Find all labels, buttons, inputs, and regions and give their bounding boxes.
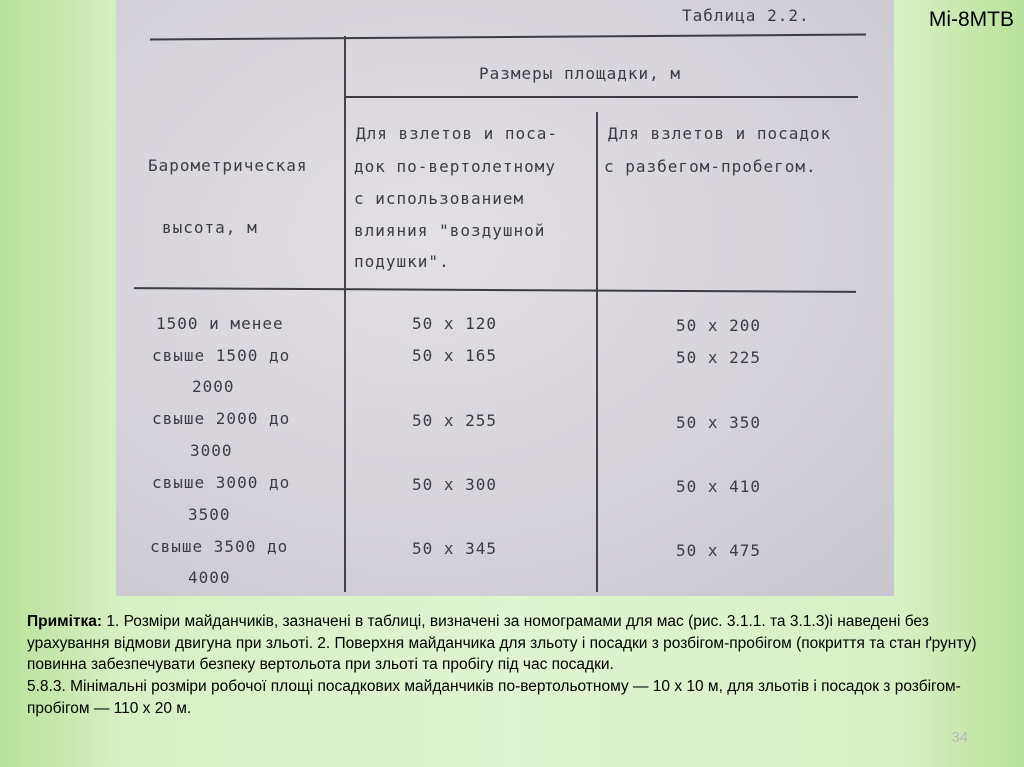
row-3-col2: 50 x 350 (676, 413, 762, 432)
row-5-col2: 50 x 475 (676, 541, 762, 560)
col1-header-line-3: с использованием (354, 189, 525, 208)
row-1-col1: 50 x 120 (412, 314, 498, 333)
table-photo (116, 0, 894, 596)
row-2-altitude-cont: 2000 (192, 377, 235, 396)
col2-header-line-1: Для взлетов и посадок (608, 124, 832, 143)
row-3-altitude-cont: 3000 (190, 441, 233, 460)
note-paragraph (27, 611, 997, 720)
col1-header-line-5: подушки". (354, 252, 450, 271)
header-rule (344, 96, 858, 98)
row-1-col2: 50 x 200 (676, 316, 762, 335)
row-1-altitude: 1500 и менее (156, 314, 284, 333)
top-rule (150, 34, 866, 41)
col1-header-line-4: влияния "воздушной (354, 221, 546, 240)
row-5-altitude-cont: 4000 (188, 568, 231, 587)
table-caption: Таблица 2.2. (682, 6, 810, 25)
col1-header-line-1: Для взлетов и поса- (356, 124, 559, 143)
row-4-col2: 50 x 410 (676, 477, 762, 496)
row-4-col1: 50 x 300 (412, 475, 498, 494)
row-2-col1: 50 x 165 (412, 346, 498, 365)
row-4-altitude: свыше 3000 до (152, 473, 291, 492)
row-header-line-2: высота, м (162, 218, 258, 237)
body-rule (134, 287, 856, 293)
row-header-line-1: Барометрическая (148, 156, 308, 175)
row-3-col1: 50 x 255 (412, 411, 498, 430)
column-divider-2 (596, 112, 598, 592)
note-text-1: 1. Розміри майданчиків, зазначені в таблиці, визначені за номограмами для мас (рис. 3.1.1. та 3.1.3)і наведені без урахування відмови двигуна при зльоті. 2. Поверхня майданчика для зльоту і посадки з розбігом-пробігом (покриття та стан ґрунту) повинна забезпечувати безпеку вертольота при зльоті та пробігу під час посадки. (27, 613, 977, 674)
row-4-altitude-cont: 3500 (188, 505, 231, 524)
note-text-2: 5.8.3. Мінімальні розміри робочої площі посадкових майданчиків по-вертольотному — 10 х 10 м, для зльотів і посадок з розбігом-пробігом — 110 х 20 м. (27, 678, 961, 717)
page-number: 34 (951, 729, 968, 746)
col2-header-line-2: с разбегом-пробегом. (604, 157, 817, 176)
slide-model-label: Mi-8МТВ (928, 8, 1014, 31)
note-label: Примітка: (27, 613, 103, 630)
group-header: Размеры площадки, м (479, 64, 682, 83)
row-5-altitude: свыше 3500 до (150, 537, 289, 556)
col1-header-line-2: док по-вертолетному (354, 157, 557, 176)
row-5-col1: 50 x 345 (412, 539, 498, 558)
column-divider-1 (344, 36, 346, 592)
row-3-altitude: свыше 2000 до (152, 409, 291, 428)
row-2-altitude: свыше 1500 до (152, 346, 291, 365)
row-2-col2: 50 x 225 (676, 348, 762, 367)
